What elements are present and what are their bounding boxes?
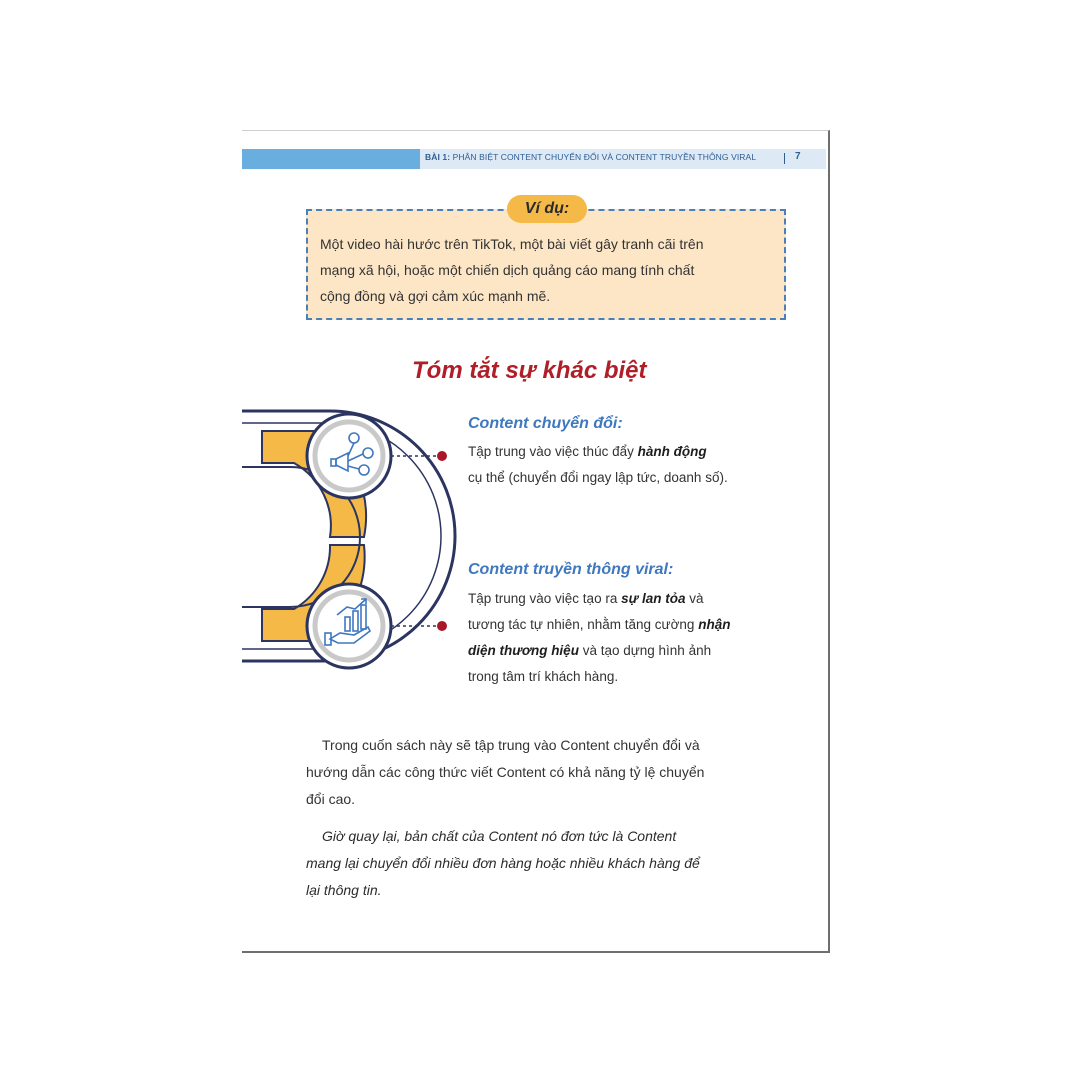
body-paragraph-1 xyxy=(306,732,790,813)
emphasis-text: sự lan tỏa xyxy=(621,591,686,606)
summary-title: Tóm tắt sự khác biệt xyxy=(412,357,647,384)
text-run: và tạo dựng hình ảnh xyxy=(578,643,712,658)
paragraph-line: Trong cuốn sách này sẽ tập trung vào Content chuyển đổi và xyxy=(322,737,700,753)
text-run: và xyxy=(685,591,704,606)
item-title-viral: Content truyền thông viral: xyxy=(468,561,674,578)
header-lesson-title: PHÂN BIỆT CONTENT CHUYỂN ĐỔI VÀ CONTENT TRUYỀN THÔNG VIRAL xyxy=(452,152,757,162)
item-text-line: trong tâm trí khách hàng. xyxy=(468,669,619,684)
example-line: cộng đồng và gợi cảm xúc mạnh mẽ. xyxy=(320,288,551,304)
header-lesson-label: BÀI 1: xyxy=(425,152,451,162)
text-run: Tập trung vào việc thúc đẩy xyxy=(468,444,638,459)
example-text xyxy=(320,231,782,309)
page-number: 7 xyxy=(795,151,801,162)
item-text-line xyxy=(468,586,730,612)
item-title-conversion: Content chuyển đổi: xyxy=(468,415,623,432)
emphasis-text: hành động xyxy=(637,444,707,459)
item-text-viral xyxy=(468,586,730,690)
body-paragraph-2 xyxy=(306,823,790,904)
emphasis-text: nhận xyxy=(698,617,731,632)
example-tag: Ví dụ: xyxy=(507,195,587,223)
comparison-diagram xyxy=(242,401,472,681)
header-bar-left xyxy=(242,149,420,169)
paragraph-line: hướng dẫn các công thức viết Content có khả năng tỷ lệ chuyển xyxy=(306,764,705,780)
item-text-line xyxy=(468,638,730,664)
paragraph-line: mang lại chuyển đổi nhiều đơn hàng hoặc nhiều khách hàng để xyxy=(306,855,700,871)
paragraph-line: đổi cao. xyxy=(306,791,356,807)
book-page xyxy=(242,130,830,953)
text-run: tương tác tự nhiên, nhằm tăng cường xyxy=(468,617,699,632)
header-title xyxy=(425,152,756,162)
connector-dot-2 xyxy=(437,621,447,631)
text-run: Tập trung vào việc tạo ra xyxy=(468,591,622,606)
header-separator xyxy=(784,153,785,164)
emphasis-text: diện thương hiệu xyxy=(468,643,579,658)
item-text-line xyxy=(468,439,728,465)
item-text-line xyxy=(468,612,730,638)
example-line: mạng xã hội, hoặc một chiến dịch quảng cáo mang tính chất xyxy=(320,262,695,278)
paragraph-line: Giờ quay lại, bản chất của Content nó đơn tức là Content xyxy=(322,828,677,844)
example-line: Một video hài hước trên TikTok, một bài viết gây tranh cãi trên xyxy=(320,236,704,252)
circle-2-inner xyxy=(315,592,383,660)
item-text-line: cụ thể (chuyển đổi ngay lập tức, doanh số). xyxy=(468,470,728,485)
paragraph-line: lại thông tin. xyxy=(306,882,382,898)
item-text-conversion xyxy=(468,439,728,491)
connector-dot-1 xyxy=(437,451,447,461)
